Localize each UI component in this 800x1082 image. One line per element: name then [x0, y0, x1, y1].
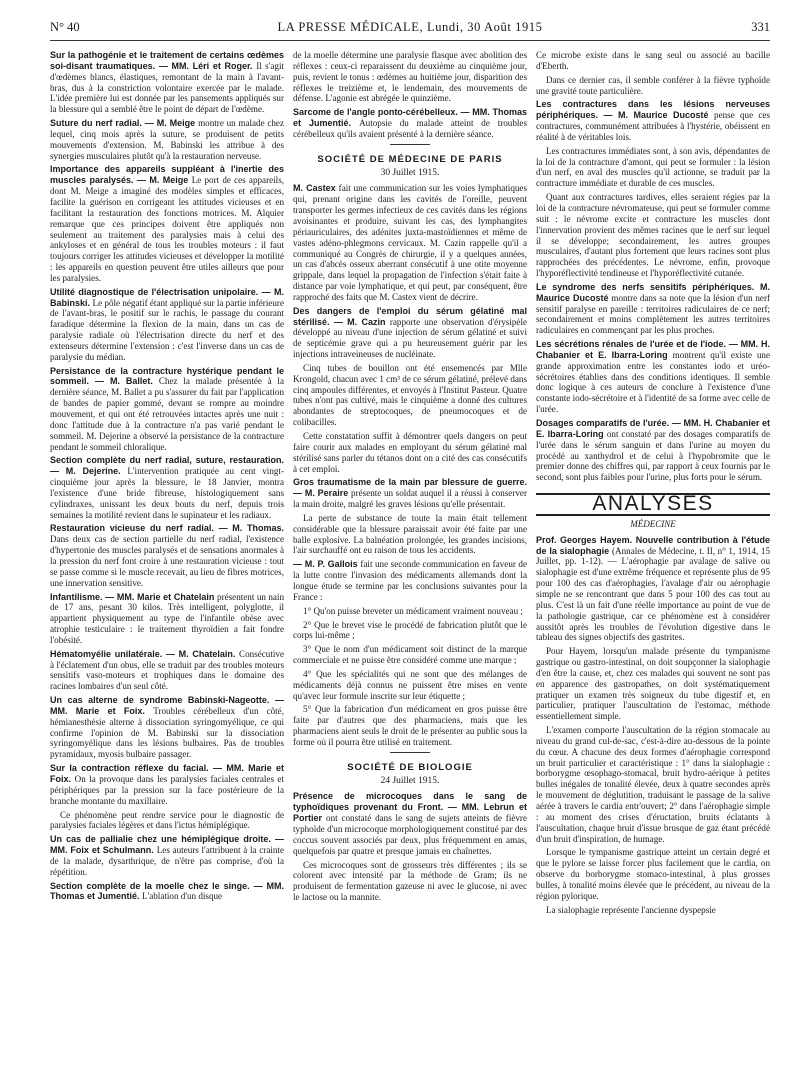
article-paragraph: [536, 75, 770, 97]
article-text: L'examen comporte l'auscultation de la région stomacale au niveau du grand cul-de-sac, c'est-à-dire au-dessous de la pointe du cœur. A chacune des deux formes d'aérophagie correspond un bruit particulier et caractéristique : 1° dans la sialophagie : borborygme œsophago-stomacal, bruit hydro-aérique à petites bulles inégales de tonalité élevée, deux à quatre secondes après le mouvement de déglutition, traduisant le passage de la salive aérée à travers le cardia entr'ouvert; 2° dans l'aérophagie simple : au moment des crises d'éructation, bruits éclatants à l'auscultation, chaque bruit d'issue brusque de gaz étant précédé d'un bruit d'inspiration, de humage.: [536, 725, 770, 844]
article-paragraph: [50, 592, 284, 646]
article-text: Dans ce dernier cas, il semble conférer à la fièvre typhoïde une gravité toute particulière.: [536, 74, 770, 96]
article-text: La perte de substance de toute la main était tellement considérable que la blessure paraissait avoir été faite par une balle explosive. La balnéation prolongée, les grandes incisions, l'air surchauffé ont eu raison de tous les accidents.: [293, 512, 527, 556]
article-text: 1° Qu'on puisse breveter un médicament vraiment nouveau ;: [303, 605, 523, 616]
article-paragraph: [536, 535, 770, 643]
article-heading: Présence de microcoques dans le sang de typhoïdiques provenant du Front. — MM. Lebrun et Portier: [293, 791, 527, 824]
article-text: ont constaté dans le sang de sujets atteints de fièvre typhoïde d'un microcoque morphologiquement constitué par des coccus souvent associés par deux, plus fréquemment en amas, quelquefois par quatre et presque jamais en chaînettes.: [293, 813, 527, 856]
journal-title: LA PRESSE MÉDICALE, Lundi, 30 Août 1915: [277, 20, 543, 34]
article-paragraph: [293, 477, 527, 510]
article-text: Les auteurs l'attribuent à la crainte de la malade, dysarthrique, de n'être pas comprise, d'où la répétition.: [50, 845, 284, 877]
article-paragraph: [536, 146, 770, 189]
article-text: On la provoque dans les paralysies faciales centrales et périphériques par la pression sur la face postérieure de la branche montante du maxillaire.: [50, 774, 284, 806]
article-paragraph: [536, 50, 770, 72]
article-text: fait une communication sur les voies lymphatiques qui, prenant origine dans les cavités de l'oreille, peuvent transporter les germes infectieux de ces cavités dans les régions avoisinantes et produire, suivant les cas, des lymphangites périauriculaires, des adénites juxta-mastoïdiennes et même de vastes adéno-phlegmons cervicaux. M. Cazin rappelle qu'il a communiqué au Congrès de chirurgie, il y a quelques années, un cas d'abcès osseux aberrant consécutif à une otite moyenne grippale, dans lequel la propagation de l'infection s'était faite à distance par voie lymphatique, et qui peut, par conséquent, être rapproché des faits que M. Castex vient de décrire.: [293, 183, 527, 302]
article-heading: Hématomyélie unilatérale. — M. Chatelain.: [50, 648, 240, 659]
article-text: rapporte une observation d'érysipèle développé au niveau d'une injection de sérum gélatiné et suivi de septicémie grave qui a pu heureusement guérir par les injections intraveineuses de nucléinate.: [293, 316, 527, 360]
article-text: présente un soldat auquel il a réussi à conserver la main droite, malgré les graves lésions qu'elle présentait.: [293, 488, 527, 510]
page-header: [50, 18, 770, 38]
article-paragraph: [293, 363, 527, 428]
article-text: 5° Que la fabrication d'un médicament en gros puisse être faite par d'autres que des pharmaciens, mais que les pharmaciens aient seuls le droit de le présenter au public sous la forme où il pourra être utilisé en traitement.: [293, 704, 527, 747]
article-heading: Dosages comparatifs de l'urée. — MM. H. Chabanier et E. Ibarra-Loring: [536, 418, 770, 439]
article-text: Cette constatation suffit à démontrer quels dangers on peut faire courir aux malades en employant du sérum gélatiné mal stérilisé sans parler du tétanos dont on a cité des cas consécutifs à cet emploi.: [293, 431, 527, 474]
section-date: 24 Juillet 1915.: [380, 775, 440, 786]
article-text: Dans deux cas de section partielle du nerf radial, l'existence d'hypertonie des muscles paralysés et de sensations anormales à la pression du nerf font croire à une restauration vicieuse : tout se passe comme si le muscle recevait, au lieu de fibres motrices, une innervation sensitive.: [50, 534, 284, 588]
analyses-title: ANALYSES: [536, 493, 770, 516]
article-paragraph: [293, 791, 527, 856]
article-text: Consécutive à l'éclatement d'un obus, elle se traduit par des troubles moteurs sensitifs vaso-moteurs et trophiques dans le domaine des racines lombaires d'un seul côté.: [50, 648, 284, 692]
article-heading: Importance des appareils suppléant à l'inertie des muscles paralysés. — M. Meige: [50, 164, 284, 186]
column-3: [536, 50, 770, 1072]
article-paragraph: [50, 834, 284, 877]
article-text: Quant aux contractures tardives, elles seraient régies par la loi de la contracture névromateuse, qui peut se formuler comme suit : le névrome excite et contracture les muscles dont l'innervation provient des mêmes racines que le nerf sur lequel il se développe; secondairement, les autres groupes musculaires, d'autant plus fortement que leurs racines sont plus rapprochées des précédentes. Le névrome, enfin, provoque l'hyporéflectivité tendineuse et l'hyporéflectivité cutanée.: [536, 192, 770, 279]
column-2: [293, 50, 527, 1072]
article-paragraph: [536, 192, 770, 279]
section-heading: SOCIÉTÉ DE MÉDECINE DE PARIS: [317, 153, 503, 165]
article-paragraph: [536, 646, 770, 722]
article-paragraph: [293, 704, 527, 747]
article-text: (Annales de Médecine, t. II, n° 1, 1914, 15 Juillet, pp. 1-12). — L'aérophagie par avalage de salive ou sialophagie est d'une extrême fréquence et représente plus de 95 pour 100 des cas d'aérophagies, l'avalage d'air ou aérophagie simple ne se rencontrant que dans 5 pour 100 des cas tout au plus. C'est là un fait d'une réelle importance au point de vue de la pathologie gastrique, car ce phénomène est à considérer aussitôt après les troubles de l'évolution digestive dans le tableau des signes objectifs des gastrites.: [536, 545, 770, 643]
article-text: ont constaté par des dosages comparatifs de l'urée dans le sérum sanguin et dans l'urine au moyen du procédé au xanthydrol et de celui à l'hypobromite que le premier donne des chiffres qui, par rapport à ceux fournis par le second, sont plus faibles pour l'urine, plus forts pour le sérum.: [536, 428, 770, 483]
article-paragraph: [536, 725, 770, 844]
article-paragraph: [293, 669, 527, 702]
section-divider: [390, 144, 430, 145]
article-text: L'ablation d'un disque: [142, 891, 223, 902]
article-heading: Sarcome de l'angle ponto-cérébelleux. — MM. Thomas et Jumentié.: [293, 107, 527, 129]
article-heading: Prof. Georges Hayem. Nouvelle contribution à l'étude de la sialophagie: [536, 534, 770, 556]
article-text: Autopsie du malade atteint de troubles cérébelleux qu'ils avaient présenté à la dernière séance.: [293, 118, 527, 139]
article-paragraph: [50, 366, 284, 453]
article-paragraph: [50, 455, 284, 520]
article-text: montre dans sa note que la lésion d'un nerf sensitif paralyse en pareille : territoires radiculaires de ce nerf; secondairement et moins complètement les autres territoires radiculaires en commençant par les plus proches.: [536, 292, 770, 336]
article-paragraph: [50, 118, 284, 161]
article-text: 3° Que le nom d'un médicament soit distinct de la marque commerciale et ne puisse être considéré comme une marque ;: [293, 644, 527, 666]
section-heading: SOCIÉTÉ DE BIOLOGIE: [347, 761, 473, 773]
article-heading: Le syndrome des nerfs sensitifs périphériques. M. Maurice Ducosté: [536, 281, 770, 303]
article-heading: Sur la contraction réflexe du facial. — MM. Marie et Foix.: [50, 763, 284, 784]
article-paragraph: [293, 606, 527, 617]
issue-number: N° 40: [50, 20, 80, 34]
article-heading: Les contractures dans les lésions nerveuses périphériques. — M. Maurice Ducosté: [536, 99, 770, 121]
article-heading: Un cas de pallialie chez une hémiplégique droite. — MM. Foix et Schulmann.: [50, 834, 284, 856]
article-heading: M. Castex: [293, 183, 339, 194]
article-heading: Restauration vicieuse du nerf radial. — M. Thomas.: [50, 523, 284, 534]
article-paragraph: [50, 649, 284, 692]
article-paragraph: [293, 183, 527, 302]
article-paragraph: [50, 695, 284, 760]
article-paragraph: [293, 559, 527, 602]
article-heading: Un cas alterne de syndrome Babinski-Nageotte. — MM. Marie et Foix.: [50, 695, 284, 716]
article-text: présentent un nain de 17 ans, pesant 30 kilos. Très intelligent, polyglotte, il appartient physiquement au type de l'infantile obèse avec atrophie testiculaire : le traitement thyroïdien a fait fondre l'obésité.: [50, 591, 284, 645]
article-text: Cinq tubes de bouillon ont été ensemencés par Mlle Krongold, chacun avec 1 cm³ de ce sérum gélatiné, prélevé dans cinq ampoules différentes, et envoyés à l'Institut Pasteur. Quatre tubes n'ont pas cultivé, mais le cinquième a donné des cultures abondantes de streptocoques, de pneumocoques et de colibacilles.: [293, 362, 527, 428]
article-heading: Des dangers de l'emploi du sérum gélatiné mal stérilisé. — M. Cazin: [293, 305, 527, 327]
article-paragraph: [50, 164, 284, 283]
article-text: 4° Que les spécialités qui ne sont que des mélanges de médicaments déjà connus ne puissent être mises en vente qu'avec leur formule inscrite sur leur étiquette ;: [293, 668, 527, 701]
article-text: Les contractures immédiates sont, à son avis, dépendantes de la loi de la contracture d'amont, qui peut se formuler : la lésion d'un nerf, en aval des muscles qu'il actionne, se traduit par la contracture immédiate et durable de ces muscles.: [536, 145, 770, 189]
article-paragraph: [293, 513, 527, 556]
article-text: Lorsque le tympanisme gastrique atteint un certain degré et que le pylore se laisse forcer plus facilement que le cardia, on observe du borborygme stomaco-intestinal, à plus grosses bulles, à tonalité moins élevée que le précédent, au niveau de la région pylorique.: [536, 847, 770, 901]
article-text: montre un malade chez lequel, cinq mois après la suture, se produisent de petits mouvements d'extension. M. Babinski les attribue à des synergies musculaires plutôt qu'à la restauration nerveuse.: [50, 118, 284, 161]
article-paragraph: [536, 905, 770, 916]
section-divider: [390, 752, 430, 753]
article-heading: Utilité diagnostique de l'électrisation unipolaire. — M. Babinski.: [50, 286, 284, 308]
article-paragraph: [293, 644, 527, 666]
article-heading: Persistance de la contracture hystérique pendant le sommeil. — M. Ballet.: [50, 365, 284, 387]
article-text: fait une seconde communication en faveur de la lutte contre l'invasion des médicaments allemands dont la longue étude se termine par les conclusions suivantes pour la France :: [293, 559, 527, 602]
article-text: Il s'agit d'œdèmes blancs, élastiques, remontant de la main à l'avant-bras, dus à la constriction volontaire exercée par le malade. L'idée première lui est donnée par les pansements appliqués sur la blessure qui a semblé être le point de départ de l'œdème.: [50, 60, 284, 115]
article-text: Ces microcoques sont de grosseurs très différentes ; ils se colorent avec intensité par la méthode de Gram; ils ne produisent de fermentation gazeuse ni avec le glucose, ni avec le lactose ou la mannite.: [293, 859, 527, 903]
page-number: 331: [751, 20, 770, 34]
article-paragraph: [50, 810, 284, 832]
article-paragraph: [293, 306, 527, 360]
article-text: pense que ces contractures, communément attribuées à l'hystérie, obéissent en réalité à de véritables lois.: [536, 110, 770, 142]
article-paragraph: [536, 418, 770, 483]
article-text: 2° Que le brevet vise le procédé de fabrication plutôt que le corps lui-même ;: [293, 619, 527, 641]
article-paragraph: [293, 431, 527, 474]
article-paragraph: [50, 763, 284, 806]
article-text: Ce microbe existe dans le sang seul ou associé au bacille d'Eberth.: [536, 50, 770, 71]
article-paragraph: [50, 287, 284, 363]
article-paragraph: [50, 50, 284, 115]
article-text: L'intervention pratiquée au cent vingt-cinquième jour après la blessure, le 18 Janvier, montra l'existence d'une bride fibreuse, histologiquement sans cylindraxes, unissant les deux bouts du nerf, depuis trois semaines la motilité revient dans le supinateur et les radiaux.: [50, 466, 284, 520]
article-text: de la moelle détermine une paralysie flasque avec abolition des réflexes : ceux-ci reparaissent du deuxième au cinquième jour, puis, revient le tonus : œdèmes au huitième jour, disparition des réflexes le treizième et, le lendemain, des mouvements de défense. L'agonie est abrégée le quinzième.: [293, 50, 527, 104]
article-heading: Les sécrétions rénales de l'urée et de l'iode. — MM. H. Chabanier et E. Ibarra-Loring: [536, 339, 770, 360]
article-text: Le pôle négatif étant appliqué sur la partie inférieure de l'avant-bras, le positif sur le rachis, le passage du courant faradique détermine la flexion de la main, dans un cas de paralysie radiale où l'électrisation directe du nerf et des extenseurs détermine l'extension : c'est l'inverse dans un cas de paralysie du médian.: [50, 297, 284, 362]
article-paragraph: [50, 881, 284, 903]
section-date: 30 Juillet 1915.: [380, 167, 440, 178]
article-text: Chez la malade présentée à la dernière séance, M. Ballet a pu s'assurer du fait par l'application de bandes de papier gommé, devant se rompre au moindre mouvement, et qui ont été retrouvées intactes après une nuit : donc l'attitude due à la contracture n'a pas varié pendant le sommeil. M. Dejerine a observé la persistance de la contracture pendant le sommeil chloralique.: [50, 376, 284, 452]
article-paragraph: [293, 50, 527, 104]
article-paragraph: [50, 523, 284, 588]
article-heading: Section complète de la moelle chez le singe. — MM. Thomas et Jumentié.: [50, 880, 284, 902]
article-text: Ce phénomène peut rendre service pour le diagnostic de paralysies faciales légères et dans l'ictus hémiplégique.: [50, 809, 284, 831]
article-paragraph: [293, 620, 527, 642]
article-paragraph: [536, 339, 770, 415]
article-paragraph: [293, 107, 527, 140]
article-paragraph: [293, 860, 527, 903]
article-text: Pour Hayem, lorsqu'un malade présente du tympanisme gastrique ou gastro-intestinal, on doit soupçonner la sialophagie d'en être la cause, et, chez ces malades qui souvent ne sont pas en apparence des gastropathes, on doit systématiquement pratiquer un examen très soigneux du tube digestif et, en particulier, pratiquer l'auscultation de l'estomac, méthode essentiellement simple.: [536, 646, 770, 722]
article-heading: Section complète du nerf radial, suture, restauration. — M. Dejerine.: [50, 455, 284, 477]
article-heading: Infantilisme. — MM. Marie et Chatelain: [50, 591, 218, 602]
article-paragraph: [536, 99, 770, 142]
analyses-subtitle: MÉDECINE: [630, 518, 676, 529]
article-paragraph: [536, 847, 770, 901]
article-heading: Gros traumatisme de la main par blessure de guerre. — M. Peraire: [293, 477, 527, 499]
article-heading: Sur la pathogénie et le traitement de certains œdèmes soi-disant traumatiques. — MM. Léri et Roger.: [50, 50, 284, 71]
article-heading: Suture du nerf radial. — M. Meige: [50, 118, 199, 129]
article-text: La sialophagie représente l'ancienne dyspepsie: [546, 904, 716, 915]
article-text: Le port de ces appareils, dont M. Meige a imaginé des modèles simples et efficaces, facilite la guérison en corrigeant les attitudes vicieuses et en facilitant la restauration des fonctions motrices. M. Alquier remarque que ces principes doivent être appliqués non seulement au traitement des paralysies mais à celui des ankyloses et en général de tous les troubles moteurs : il faut toujours corriger les attitudes vicieuses et développer la motilité : les appareils en question peuvent être utiles ailleurs que pour les paralysies.: [50, 175, 284, 283]
header-rule: [50, 40, 770, 41]
article-paragraph: [536, 282, 770, 336]
article-text: montrent qu'il existe une grande approximation entre les constantes iodo et uréo-sécrétoires établies dans des conditions identiques. Il semble donc logique à ces auteurs de conclure à l'existence d'une constante iodo-sécrétoire et à l'identité de sa forme avec celle de l'urée.: [536, 349, 770, 415]
column-1: [50, 50, 284, 1072]
article-heading: — M. P. Gallois: [293, 559, 361, 570]
article-text: Troubles cérébelleux d'un côté, hémianesthésie alterne à dissociation syringomyélique, ce qui confirme l'opinion de M. Babinski sur la dissociation syringomyélique dans les lésions bulbaires. Pas de troubles pyramidaux, myosis bulbaire passager.: [50, 705, 284, 760]
